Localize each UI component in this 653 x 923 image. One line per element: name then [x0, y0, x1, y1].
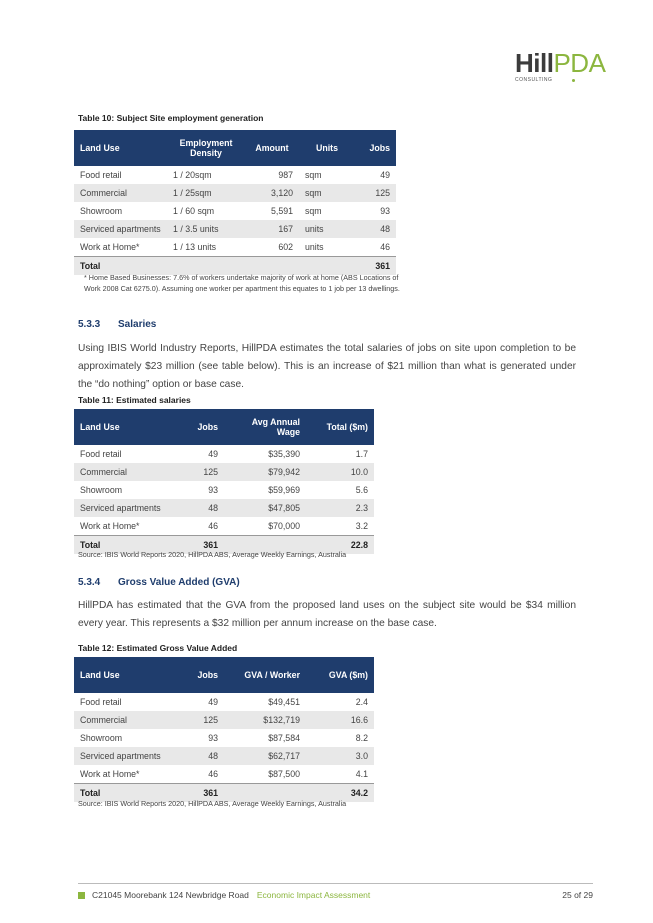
cell-gva-worker: $49,451: [268, 697, 300, 707]
table11-source: Source: IBIS World Reports 2020, HillPDA ABS, Average Weekly Earnings, Australia: [78, 550, 347, 559]
cell-jobs: 48: [355, 220, 396, 238]
table-row: [74, 747, 374, 765]
cell-units: sqm: [305, 206, 322, 216]
table-row: [74, 202, 396, 220]
table10-header-row: [74, 130, 396, 166]
cell-land-use: Food retail: [80, 170, 122, 180]
cell-wage: $79,942: [224, 463, 306, 481]
table12-caption: Table 12: Estimated Gross Value Added: [78, 643, 238, 653]
section-title: Salaries: [118, 319, 157, 330]
table11-header: Avg Annual Wage: [224, 409, 306, 445]
table11-caption: Table 11: Estimated salaries: [78, 395, 191, 405]
cell-wage: $70,000: [268, 521, 300, 531]
table10-header: Land Use: [74, 130, 167, 166]
table-row: [74, 693, 374, 711]
cell-units: sqm: [305, 170, 322, 180]
cell-land-use: Commercial: [74, 184, 167, 202]
table10-caption: Table 10: Subject Site employment generation: [78, 113, 264, 123]
cell-amount: 167: [245, 220, 299, 238]
cell-gva-worker: $62,717: [224, 747, 306, 765]
table12-header: GVA / Worker: [224, 657, 306, 693]
cell-jobs: 46: [208, 769, 218, 779]
cell-units: units: [299, 220, 355, 238]
table-row: [74, 517, 374, 536]
cell-land-use: Work at Home*: [80, 769, 140, 779]
cell-wage: $47,805: [224, 499, 306, 517]
cell-jobs: 93: [208, 485, 218, 495]
cell-density: 1 / 13 units: [173, 242, 217, 252]
table12-header: GVA ($m): [306, 657, 374, 693]
cell-units: sqm: [299, 184, 355, 202]
cell-total-value: 22.8: [306, 536, 374, 555]
cell-total-value: 34.2: [306, 784, 374, 803]
cell-land-use: Food retail: [80, 697, 122, 707]
logo-hill-text: Hill: [515, 48, 554, 78]
cell-amount: 5,591: [270, 206, 293, 216]
page-number: 25 of 29: [562, 890, 593, 900]
cell-units: units: [305, 242, 324, 252]
table12-header: Land Use: [74, 657, 171, 693]
cell-land-use: Commercial: [74, 463, 171, 481]
cell-jobs: 125: [355, 184, 396, 202]
table-row: [74, 184, 396, 202]
table10-header: Amount: [245, 130, 299, 166]
hillpda-logo: [515, 50, 605, 88]
cell-jobs: 48: [171, 747, 224, 765]
table11: [74, 409, 374, 554]
cell-total-label: Total: [74, 784, 171, 803]
cell-density: 1 / 20sqm: [173, 170, 212, 180]
section-heading-gva: [78, 577, 240, 588]
cell-gva: 3.0: [306, 747, 374, 765]
cell-jobs: 125: [171, 711, 224, 729]
logo-sub-text: CONSULTING: [515, 77, 553, 83]
table-row: [74, 238, 396, 257]
table-row: [74, 765, 374, 784]
table-row: [74, 499, 374, 517]
cell-jobs: 49: [380, 170, 390, 180]
cell-jobs: 46: [208, 521, 218, 531]
cell-density: 1 / 3.5 units: [167, 220, 245, 238]
cell-jobs: 93: [208, 733, 218, 743]
table12-header: Jobs: [171, 657, 224, 693]
footer-doc-ref: C21045 Moorebank 124 Newbridge Road: [92, 890, 249, 900]
salaries-paragraph: Using IBIS World Industry Reports, HillPDA estimates the total salaries of jobs on site upon completion to be approximately $23 million (see table below). This is an increase of $21 million than what is generated under the “do nothing” option or base case.: [78, 343, 576, 390]
cell-jobs: 48: [171, 499, 224, 517]
cell-gva-worker: $87,584: [268, 733, 300, 743]
cell-total-jobs: 361: [355, 257, 396, 276]
table11-header-row: [74, 409, 374, 445]
cell-land-use: Food retail: [80, 449, 122, 459]
cell-gva-worker: $87,500: [268, 769, 300, 779]
section-number: 5.3.4: [78, 577, 101, 588]
footer-square-icon: [78, 892, 85, 899]
cell-gva: 8.2: [355, 733, 368, 743]
cell-total: 1.7: [355, 449, 368, 459]
cell-jobs: 125: [171, 463, 224, 481]
table10-header: Employment Density: [167, 130, 245, 166]
cell-gva: 2.4: [355, 697, 368, 707]
gva-paragraph: HillPDA has estimated that the GVA from the proposed land uses on the subject site would be $34 million every year. This represents a $32 million per annum increase on the base case.: [78, 600, 576, 629]
cell-total: 3.2: [355, 521, 368, 531]
cell-jobs: 49: [208, 697, 218, 707]
logo-dot-icon: [572, 79, 575, 82]
cell-amount: 987: [278, 170, 293, 180]
table12: [74, 657, 374, 802]
cell-wage: $35,390: [268, 449, 300, 459]
table-row: [74, 481, 374, 499]
cell-total: 10.0: [306, 463, 374, 481]
cell-jobs: 46: [380, 242, 390, 252]
cell-land-use: Work at Home*: [80, 242, 140, 252]
cell-wage: $59,969: [268, 485, 300, 495]
cell-land-use: Work at Home*: [80, 521, 140, 531]
cell-land-use: Commercial: [74, 711, 171, 729]
cell-gva: 4.1: [355, 769, 368, 779]
table10-header: Jobs: [355, 130, 396, 166]
cell-density: 1 / 60 sqm: [173, 206, 215, 216]
footer-doc-title: Economic Impact Assessment: [256, 890, 371, 900]
cell-gva: 16.6: [306, 711, 374, 729]
cell-amount: 602: [278, 242, 293, 252]
cell-jobs: 49: [208, 449, 218, 459]
cell-total-jobs: 361: [171, 536, 224, 555]
cell-land-use: Serviced apartments: [74, 747, 171, 765]
table-row: [74, 729, 374, 747]
section-heading-salaries: [78, 319, 156, 330]
table-row: [74, 711, 374, 729]
table11-header: Total ($m): [306, 409, 374, 445]
table10-header: Units: [299, 130, 355, 166]
cell-land-use: Serviced apartments: [74, 499, 171, 517]
section-number: 5.3.3: [78, 319, 101, 330]
table-row: [74, 463, 374, 481]
section-title: Gross Value Added (GVA): [118, 577, 240, 588]
table-row: [74, 220, 396, 238]
cell-total: 2.3: [306, 499, 374, 517]
cell-total-label: Total: [74, 536, 171, 555]
logo-pda-text: PDA: [553, 48, 606, 78]
cell-land-use: Serviced apartments: [74, 220, 167, 238]
table11-header: Jobs: [171, 409, 224, 445]
table11-header: Land Use: [74, 409, 171, 445]
cell-jobs: 93: [380, 206, 390, 216]
cell-gva-worker: $132,719: [224, 711, 306, 729]
table12-source: Source: IBIS World Reports 2020, HillPDA ABS, Average Weekly Earnings, Australia: [78, 799, 347, 808]
cell-amount: 3,120: [245, 184, 299, 202]
cell-density: 1 / 25sqm: [167, 184, 245, 202]
table12-header-row: [74, 657, 374, 693]
table-row: [74, 445, 374, 463]
cell-total-label: Total: [74, 257, 167, 276]
cell-total: 5.6: [355, 485, 368, 495]
table10: [74, 130, 396, 275]
cell-land-use: Showroom: [80, 733, 123, 743]
cell-total-jobs: 361: [171, 784, 224, 803]
table10-note: * Home Based Businesses: 7.6% of workers undertake majority of work at home (ABS Locations of Work 2008 Cat 6275.0). Assuming one worker per apartment this equates to 1 job per 13 dwellings.: [84, 273, 400, 293]
cell-land-use: Showroom: [80, 485, 123, 495]
cell-land-use: Showroom: [80, 206, 123, 216]
page-footer: [78, 883, 593, 900]
table-row: [74, 166, 396, 184]
